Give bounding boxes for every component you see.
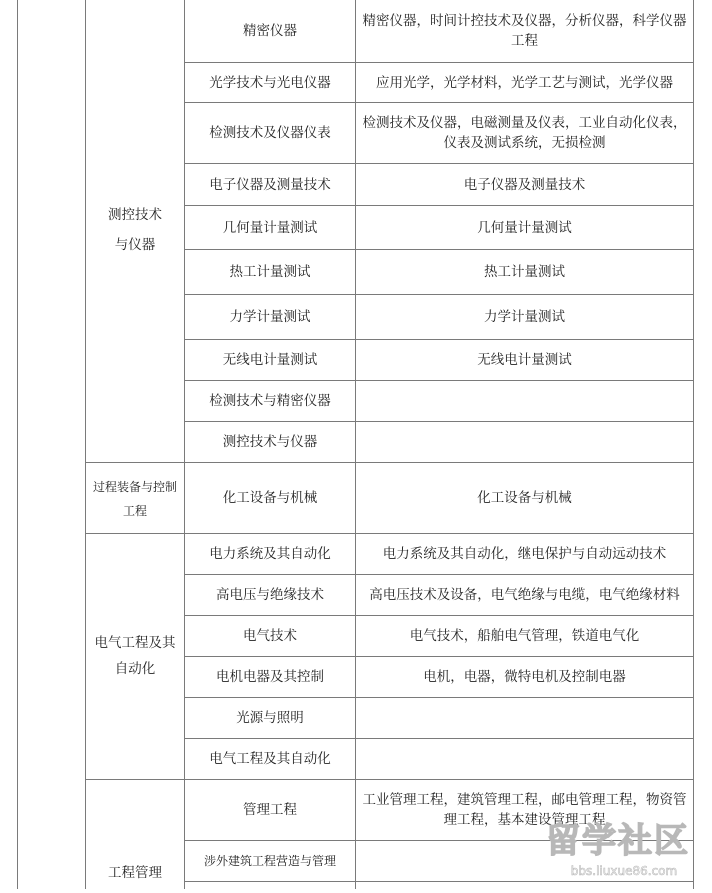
related-cell: 力学计量测试 <box>484 309 565 325</box>
related-cell: 精密仪器，时间计控技术及仪器，分析仪器，科学仪器工程 <box>362 13 687 49</box>
related-cell: 热工计量测试 <box>484 264 565 280</box>
category-cell <box>86 474 184 524</box>
column-rule <box>17 0 18 889</box>
major-cell: 电力系统及其自动化 <box>209 546 331 562</box>
major-cell: 高电压与绝缘技术 <box>216 587 324 603</box>
major-cell: 力学计量测试 <box>229 309 311 325</box>
major-cell: 几何量计量测试 <box>222 219 318 236</box>
related-cell <box>356 422 693 462</box>
major-cell: 管理工程 <box>243 802 297 818</box>
major-cell: 电机电器及其控制 <box>216 669 324 685</box>
major-cell: 检测技术及仪器仪表 <box>209 125 331 141</box>
related-cell: 工业管理工程，建筑管理工程，邮电管理工程，物资管理工程，基本建设管理工程 <box>362 792 687 828</box>
related-cell <box>356 739 693 779</box>
category-line: 测控技术 <box>108 207 162 223</box>
related-cell: 化工设备与机械 <box>477 490 572 506</box>
category-cell <box>86 628 184 684</box>
related-cell: 电气技术，船舶电气管理，铁道电气化 <box>409 628 640 644</box>
major-cell: 热工计量测试 <box>229 264 311 280</box>
major-cell: 光源与照明 <box>236 710 304 726</box>
related-cell: 应用光学，光学材料，光学工艺与测试，光学仪器 <box>376 74 673 91</box>
major-cell: 电气工程及其自动化 <box>209 751 331 767</box>
category-line: 自动化 <box>114 661 156 677</box>
major-cell: 电子仪器及测量技术 <box>209 176 331 193</box>
major-cell: 光学技术与光电仪器 <box>209 74 331 91</box>
major-cell: 检测技术与精密仪器 <box>209 393 331 409</box>
related-cell: 电机，电器，微特电机及控制电器 <box>423 669 626 685</box>
related-cell <box>356 698 693 738</box>
major-cell: 涉外建筑工程营造与管理 <box>203 854 336 868</box>
column-rule <box>693 0 694 889</box>
column-rule <box>85 0 86 889</box>
category-cell <box>86 860 184 886</box>
related-cell: 高电压技术及设备，电气绝缘与电缆，电气绝缘材料 <box>369 587 680 603</box>
category-line: 与仪器 <box>114 237 156 253</box>
major-cell: 测控技术与仪器 <box>222 434 318 450</box>
related-cell: 几何量计量测试 <box>477 219 572 236</box>
related-cell: 电力系统及其自动化，继电保护与自动远动技术 <box>382 546 667 562</box>
category-cell <box>86 200 184 260</box>
major-cell: 无线电计量测试 <box>222 352 318 368</box>
watermark-logo <box>520 812 710 889</box>
major-cell: 电气技术 <box>243 628 297 644</box>
major-cell: 化工设备与机械 <box>222 490 318 506</box>
related-cell <box>356 381 693 421</box>
svg-text:留学社区: 留学社区 <box>546 821 690 861</box>
category-line: 过程装备与控制 <box>92 480 177 494</box>
svg-text:bbs.liuxue86.com: bbs.liuxue86.com <box>570 864 678 878</box>
related-cell: 无线电计量测试 <box>477 352 572 368</box>
major-cell: 精密仪器 <box>243 23 297 39</box>
category-line: 工程管理 <box>108 865 162 881</box>
related-cell: 检测技术及仪器，电磁测量及仪表，工业自动化仪表，仪表及测试系统，无损检测 <box>362 115 687 151</box>
related-cell: 电子仪器及测量技术 <box>463 176 586 193</box>
category-line: 电气工程及其 <box>94 635 176 651</box>
category-line: 工程 <box>122 504 147 518</box>
